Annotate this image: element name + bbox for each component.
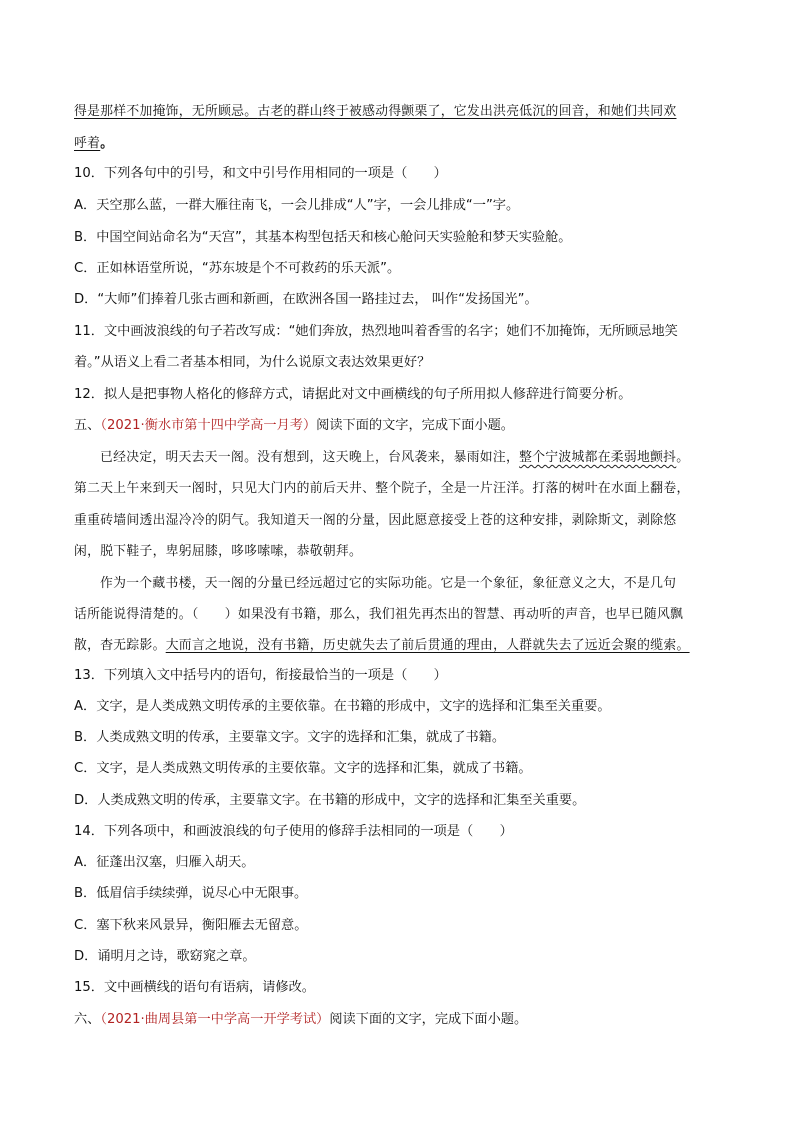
passage-line bbox=[74, 134, 734, 154]
question-14-option-b: B．低眉信手续续弹，说尽心中无限事。 bbox=[74, 886, 308, 901]
question-13-stem: 13．下列填入文中括号内的语句，衔接最恰当的一项是（ ） bbox=[74, 668, 447, 683]
underlined-sentence: 大而言之地说，没有书籍，历史就失去了前后贯通的理由，人群就失去了远近会聚的缆索。 bbox=[165, 638, 690, 653]
wavy-underlined-sentence: 整个宁波城都在柔弱地颤抖 bbox=[519, 450, 677, 465]
passage-line: 第二天上午来到天一阁时，只见大门内的前后天井、整个院子，全是一片汪洋。打落的树叶在水面上翻卷， bbox=[74, 481, 690, 496]
section-instruction: 阅读下面的文字，完成下面小题。 bbox=[329, 1012, 528, 1027]
question-13-option-b: B．人类成熟文明的传承，主要靠文字。文字的选择和汇集，就成了书籍。 bbox=[74, 730, 506, 745]
underlined-sentence: 呼着 bbox=[74, 136, 101, 151]
passage-text: 已经决定，明天去天一阁。没有想到，这天晚上，台风袭来，暴雨如注， bbox=[100, 450, 520, 465]
question-10-option-d: D．“大师”们捧着几张古画和新画，在欧洲各国一路挂过去， 叫作“发扬国光”。 bbox=[74, 292, 538, 307]
section-number: 五、 bbox=[74, 418, 101, 433]
question-15-stem: 15．文中画横线的语句有语病，请修改。 bbox=[74, 980, 315, 995]
question-14-option-d: D．诵明月之诗，歌窈窕之章。 bbox=[74, 949, 256, 964]
passage-text: 散，杳无踪影。 bbox=[74, 638, 166, 653]
section-instruction: 阅读下面的文字，完成下面小题。 bbox=[316, 418, 514, 433]
question-14-option-a: A．征蓬出汉塞，归雁入胡天。 bbox=[74, 855, 255, 870]
section-5-header bbox=[74, 416, 734, 436]
passage-text: 得是那样不加掩饰，无所顾忌。 bbox=[74, 104, 258, 119]
question-10-option-c: C．正如林语堂所说，“苏东坡是个不可救药的乐天派”。 bbox=[74, 261, 401, 276]
question-11-line-1: 11．文中画波浪线的句子若改写成：“她们奔放，热烈地叫着香雪的名字；她们不加掩饰，无所顾忌地笑 bbox=[74, 324, 678, 339]
question-14-option-c: C．塞下秋来风景异，衡阳雁去无留意。 bbox=[74, 918, 308, 933]
section-number: 六、 bbox=[74, 1012, 101, 1027]
passage-line: 闲，脱下鞋子，卑躬屈膝，哆哆嗦嗦，恭敬朝拜。 bbox=[74, 544, 363, 559]
question-10-stem: 10．下列各句中的引号，和文中引号作用相同的一项是（ ） bbox=[74, 166, 447, 181]
passage-line bbox=[100, 448, 734, 468]
passage-line: 话所能说得清楚的。（ ）如果没有书籍，那么，我们祖先再杰出的智慧、再动听的声音，也早已随风飘 bbox=[74, 607, 684, 622]
question-11-line-2: 着。”从语义上看二者基本相同，为什么说原文表达效果更好？ bbox=[74, 355, 431, 370]
passage-line bbox=[74, 102, 734, 122]
section-6-header bbox=[74, 1010, 734, 1030]
question-14-stem: 14．下列各项中，和画波浪线的句子使用的修辞手法相同的一项是（ ） bbox=[74, 824, 513, 839]
passage-line: 作为一个藏书楼，天一阁的分量已经远超过它的实际功能。它是一个象征，象征意义之大，不是几句 bbox=[100, 576, 677, 591]
question-13-option-d: D．人类成熟文明的传承，主要靠文字。在书籍的形成中，文字的选择和汇集至关重要。 bbox=[74, 793, 586, 808]
passage-text: 。 bbox=[100, 136, 114, 151]
question-13-option-c: C．文字，是人类成熟文明传承的主要依靠。文字的选择和汇集，就成了书籍。 bbox=[74, 761, 532, 776]
passage-text: 。 bbox=[676, 450, 690, 465]
question-12-stem: 12．拟人是把事物人格化的修辞方式，请据此对文中画横线的句子所用拟人修辞进行简要分析。 bbox=[74, 387, 632, 402]
section-source: （2021·衡水市第十四中学高一月考） bbox=[100, 418, 317, 433]
question-10-option-b: B．中国空间站命名为“天宫”，其基本构型包括天和核心舱问天实验舱和梦天实验舱。 bbox=[74, 230, 572, 245]
question-10-option-a: A．天空那么蓝，一群大雁往南飞，一会儿排成“人”字，一会儿排成“一”字。 bbox=[74, 198, 520, 213]
section-source: （2021·曲周县第一中学高一开学考试） bbox=[100, 1012, 330, 1027]
underlined-sentence: 古老的群山终于被感动得颤栗了，它发出洪亮低沉的回音，和她们共同欢 bbox=[257, 104, 677, 119]
passage-line: 重重砖墙间透出湿冷冷的阴气。我知道天一阁的分量，因此愿意接受上苍的这种安排，剥除斯文，剥除悠 bbox=[74, 513, 677, 528]
question-13-option-a: A．文字，是人类成熟文明传承的主要依靠。在书籍的形成中，文字的选择和汇集至关重要。 bbox=[74, 699, 611, 714]
passage-line bbox=[74, 636, 734, 656]
